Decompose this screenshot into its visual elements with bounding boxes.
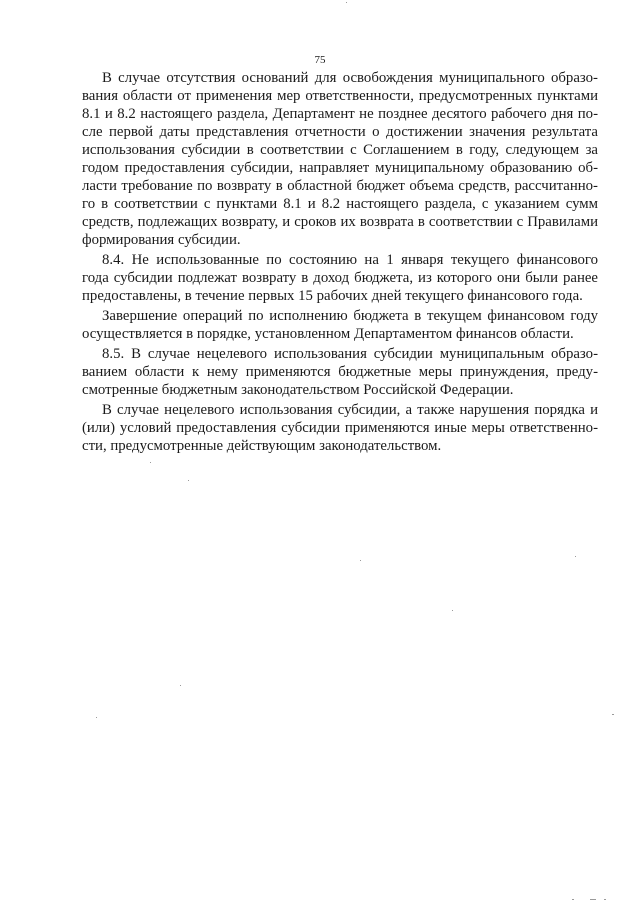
text-line: (или) условий предоставления субсидии применяются иные меры ответственно- <box>82 420 598 436</box>
paragraph-other-measures <box>82 401 598 455</box>
paragraph-budget-completion <box>82 307 598 343</box>
text-line: Завершение операций по исполнению бюджета в текущем финансовом году <box>102 308 598 324</box>
text-line: формирования субсидии. <box>82 232 241 248</box>
page-number: 75 <box>314 54 326 66</box>
paragraph-8-5 <box>82 345 598 399</box>
text-line: сти, предусмотренные действующим законодательством. <box>82 438 442 454</box>
text-line: го в соответствии с пунктами 8.1 и 8.2 настоящего раздела, с указанием сумм <box>82 196 598 212</box>
text-line: предоставлены, в течение первых 15 рабочих дней текущего финансового года. <box>82 288 583 304</box>
text-line: года субсидии подлежат возврату в доход бюджета, из которого они были ранее <box>82 270 598 286</box>
document-body <box>82 69 598 455</box>
text-line: 8.5. В случае нецелевого использования субсидии муниципальным образо- <box>102 346 598 362</box>
text-line: 8.1 и 8.2 настоящего раздела, Департамент не позднее десятого рабочего дня по- <box>82 106 598 122</box>
text-line: использования субсидии в соответствии с Соглашением в году, следующем за <box>82 142 598 158</box>
text-line: ванием области к нему применяются бюджетные меры принуждения, преду- <box>82 364 598 380</box>
text-line: сле первой даты представления отчетности о достижении значения результата <box>82 124 598 140</box>
text-line: средств, подлежащих возврату, и сроков их возврата в соответствии с Правилами <box>82 214 598 230</box>
text-line: В случае нецелевого использования субсидии, а также нарушения порядка и <box>102 402 598 418</box>
text-line: В случае отсутствия оснований для освобождения муниципального образо- <box>102 70 598 86</box>
text-line: осуществляется в порядке, установленном Департаментом финансов области. <box>82 326 574 342</box>
paragraph-8-4 <box>82 251 598 305</box>
text-line: смотренные бюджетным законодательством Российской Федерации. <box>82 382 514 398</box>
text-line: 8.4. Не использованные по состоянию на 1 января текущего финансового <box>102 252 598 268</box>
paragraph-refund-requirement <box>82 69 598 249</box>
text-line: вания области от применения мер ответственности, предусмотренных пунктами <box>82 88 598 104</box>
text-line: годом предоставления субсидии, направляет муниципальному образованию об- <box>82 160 598 176</box>
text-line: ласти требование по возврату в областной бюджет объема средств, рассчитанно- <box>82 178 598 194</box>
